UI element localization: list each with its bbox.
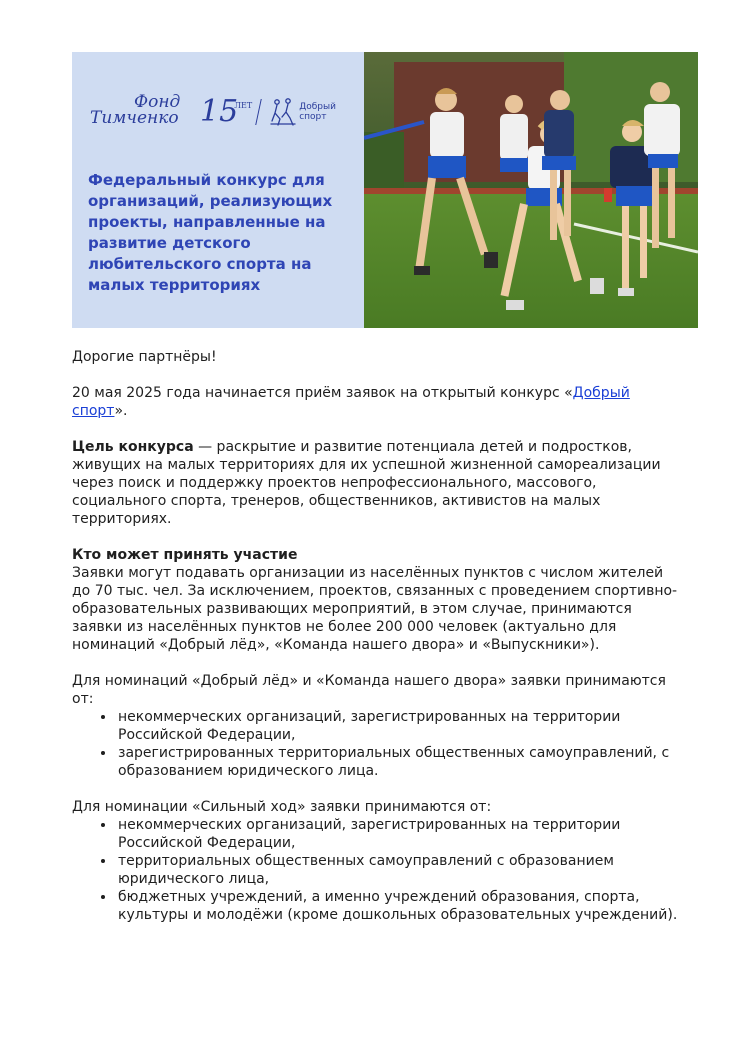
photo-illustration: [364, 52, 698, 328]
nominations-a-intro: Для номинаций «Добрый лёд» и «Команда нашего двора» заявки принимаются от:: [72, 673, 666, 707]
goal-text: — раскрытие и развитие потенциала детей и подростков, живущих на малых территориях для их успешной жизненной самореализации через поиск и поддержку проектов непрофессионального, массового, социального спорта, тренеров, общественников, активистов на малых территориях.: [72, 439, 661, 527]
list-item: • территориальных общественных самоуправлений с образованием юридического лица,: [116, 852, 682, 888]
fond-word: Фонд: [134, 92, 181, 112]
list-item: • некоммерческих организаций, зарегистрированных на территории Российской Федерации,: [116, 816, 682, 852]
children-running-photo: [364, 52, 698, 328]
logo-divider: [255, 99, 262, 125]
letter-body: [72, 348, 682, 942]
dobry-sport-link[interactable]: Добрый спорт: [72, 385, 630, 419]
dobry-line: Добрый: [299, 102, 336, 112]
start-text-end: ».: [114, 403, 128, 419]
who-heading: Кто может принять участие: [72, 547, 298, 563]
start-paragraph: [72, 384, 682, 420]
greeting: Дорогие партнёры!: [72, 349, 217, 365]
goal-label: Цель конкурса: [72, 439, 194, 455]
start-text: 20 мая 2025 года начинается приём заявок на открытый конкурс «: [72, 385, 573, 401]
dobry-sport-logo: [269, 97, 336, 127]
sport-line: спорт: [299, 112, 327, 122]
list-item: • зарегистрированных территориальных общественных самоуправлений, с образованием юридического лица.: [116, 744, 682, 780]
timchenko-word: Тимченко: [90, 108, 179, 128]
goal-paragraph: [72, 438, 682, 528]
nominations-b-list: [72, 816, 682, 924]
anniversary-mark: [200, 94, 253, 129]
anniversary-number: 15: [200, 94, 239, 129]
banner-text-panel: [72, 52, 364, 328]
nominations-b-intro: Для номинации «Сильный ход» заявки принимаются от:: [72, 799, 492, 815]
list-item: • бюджетных учреждений, а именно учреждений образования, спорта, культуры и молодёжи (кроме дошкольных образовательных учреждений).: [116, 888, 682, 924]
header-banner: [72, 52, 698, 328]
who-paragraph: Заявки могут подавать организации из населённых пунктов с числом жителей до 70 тыс. чел. За исключением, проектов, связанных с проведением спортивно-образовательных развивающих мероприятий, в этом случае, принимаются заявки из населённых пунктов не более 200 000 человек (актуально для номинаций «Добрый лёд», «Команда нашего двора» и «Выпускники»).: [72, 565, 678, 653]
dobry-sport-icon: [269, 97, 297, 127]
anniversary-word: ЛЕТ: [234, 101, 253, 110]
fond-logo: [90, 92, 336, 132]
banner-title: Федеральный конкурс для организаций, реализующих проекты, направленные на развитие детского любительского спорта на малых территориях: [88, 171, 333, 294]
fond-wordmark: [90, 92, 196, 132]
list-item: • некоммерческих организаций, зарегистрированных на территории Российской Федерации,: [116, 708, 682, 744]
nominations-a-list: [72, 708, 682, 780]
